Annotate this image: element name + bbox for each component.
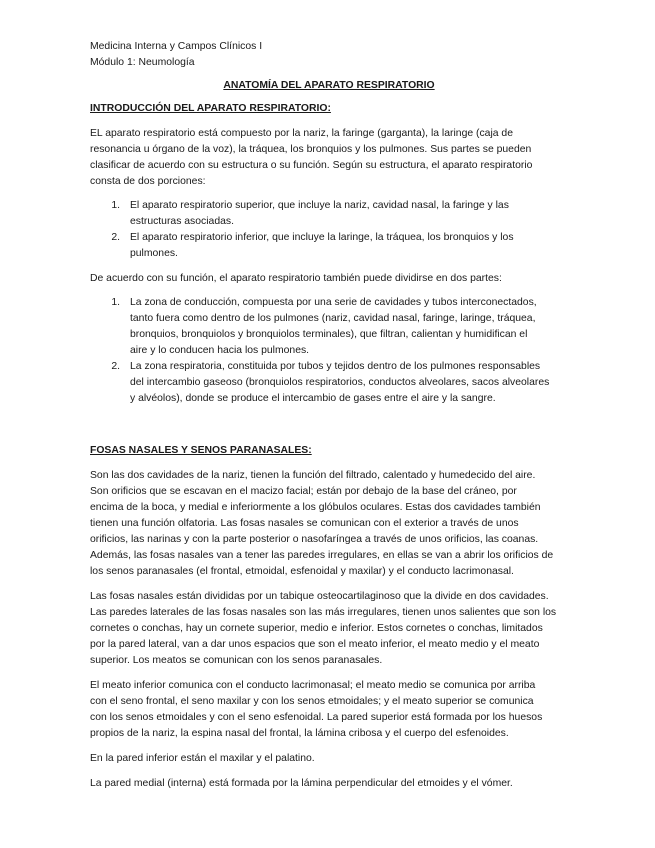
text-line: El meato inferior comunica con el conducto lacrimonasal; el meato medio se comunica por arriba: [90, 680, 536, 691]
text-line: bronquios, bronquiolos y bronquiolos terminales), que filtran, calientan y humidifican el: [130, 329, 528, 340]
text-line: consta de dos porciones:: [90, 176, 206, 187]
section-spacer: [90, 407, 568, 436]
list-item-text: [130, 198, 509, 230]
document-body: [90, 101, 568, 792]
text-line: aire y lo conducen hacia los pulmones.: [130, 345, 310, 356]
list-number: 2.: [111, 232, 120, 243]
text-line: De acuerdo con su función, el aparato respiratorio también puede dividirse en dos partes:: [90, 273, 502, 284]
text-line: y alvéolos), donde se produce el intercambio de gases entre el aire y la sangre.: [130, 393, 496, 404]
paragraph: [90, 678, 568, 742]
text-line: tienen una función olfatoria. Las fosas nasales se comunican con el exterior a través de unos: [90, 518, 519, 529]
text-line: pulmones.: [130, 248, 178, 259]
paragraph: [90, 126, 568, 190]
section-heading: INTRODUCCIÓN DEL APARATO RESPIRATORIO:: [90, 103, 331, 114]
text-line: La zona de conducción, compuesta por una serie de cavidades y tubos interconectados,: [130, 297, 537, 308]
course-name: Medicina Interna y Campos Clínicos I: [90, 41, 263, 52]
text-line: con los senos etmoidales y con el seno esfenoidal. La pared superior está formada por los huesos: [90, 712, 543, 723]
text-line: encima de la boca, y medial e inferiormente a los glóbulos oculares. Estas dos cavidades también: [90, 502, 541, 513]
text-line: con el seno frontal, el seno maxilar y con los senos etmoidales; y el meato superior se comunica: [90, 696, 534, 707]
paragraph: [90, 589, 568, 669]
text-line: La pared medial (interna) está formada por la lámina perpendicular del etmoides y el vómer.: [90, 778, 513, 789]
text-line: resonancia u órgano de la voz), la tráquea, los bronquios y los pulmones. Sus partes se pueden: [90, 144, 532, 155]
text-line: EL aparato respiratorio está compuesto por la nariz, la faringe (garganta), la laringe (caja de: [90, 128, 513, 139]
list-item: [90, 198, 568, 230]
text-line: El aparato respiratorio inferior, que incluye la laringe, la tráquea, los bronquios y los: [130, 232, 514, 243]
list-item-text: [130, 295, 537, 359]
text-line: clasificar de acuerdo con su estructura o su función. Según su estructura, el aparato respiratorio: [90, 160, 533, 171]
list-item: [90, 230, 568, 262]
list-item: [90, 295, 568, 359]
text-line: los senos paranasales (el frontal, etmoidal, esfenoidal y maxilar) y el conducto lacrimonasal.: [90, 566, 514, 577]
list-item-text: [130, 359, 549, 407]
section: [90, 101, 568, 407]
document-page: [90, 39, 568, 792]
text-line: Las fosas nasales están divididas por un tabique osteocartilaginoso que la divide en dos cavidades.: [90, 591, 549, 602]
list-number: 1.: [111, 297, 120, 308]
text-line: El aparato respiratorio superior, que incluye la nariz, cavidad nasal, la faringe y las: [130, 200, 509, 211]
text-line: Son orificios que se escavan en el macizo facial; están por debajo de la base del cráneo, por: [90, 486, 517, 497]
text-line: cornetes o conchas, hay un cornete superior, medio e inferior. Estos cornetes o conchas, limitados: [90, 623, 543, 634]
document-title: ANATOMÍA DEL APARATO RESPIRATORIO: [223, 80, 435, 91]
text-line: Son las dos cavidades de la nariz, tienen la función del filtrado, calentado y humedecido del aire.: [90, 470, 536, 481]
text-line: tanto fuera como dentro de los pulmones (nariz, cavidad nasal, faringe, laringe, tráquea,: [130, 313, 536, 324]
text-line: Las paredes laterales de las fosas nasales son las más irregulares, tienen unos salientes que son los: [90, 607, 557, 618]
paragraph: [90, 751, 568, 767]
text-line: estructuras asociadas.: [130, 216, 234, 227]
text-line: por la pared lateral, van a dar unos espacios que son el meato inferior, el meato medio y el meato: [90, 639, 540, 650]
text-line: Además, las fosas nasales van a tener las paredes irregulares, en ellas se van a abrir los orificios de: [90, 550, 554, 561]
numbered-list: [90, 295, 568, 407]
text-line: En la pared inferior están el maxilar y el palatino.: [90, 753, 315, 764]
text-line: La zona respiratoria, constituida por tubos y tejidos dentro de los pulmones responsables: [130, 361, 541, 372]
text-line: del intercambio gaseoso (bronquiolos respiratorios, conductos alveolares, sacos alveolares: [130, 377, 550, 388]
module-name: Módulo 1: Neumología: [90, 57, 195, 68]
paragraph: [90, 468, 568, 580]
section-heading: FOSAS NASALES Y SENOS PARANASALES:: [90, 445, 312, 456]
text-line: propios de la nariz, la espina nasal del frontal, la lámina cribosa y el cuerpo del esfenoides.: [90, 728, 509, 739]
paragraph: [90, 271, 568, 287]
list-number: 2.: [111, 361, 120, 372]
numbered-list: [90, 198, 568, 262]
paragraph: [90, 776, 568, 792]
text-line: superior. Los meatos se comunican con los senos paranasales.: [90, 655, 383, 666]
list-item: [90, 359, 568, 407]
section: [90, 407, 568, 792]
list-item-text: [130, 230, 514, 262]
list-number: 1.: [111, 200, 120, 211]
text-line: orificios, las narinas y con la parte posterior o nasofaríngea a través de unos orificios, las coanas.: [90, 534, 539, 545]
